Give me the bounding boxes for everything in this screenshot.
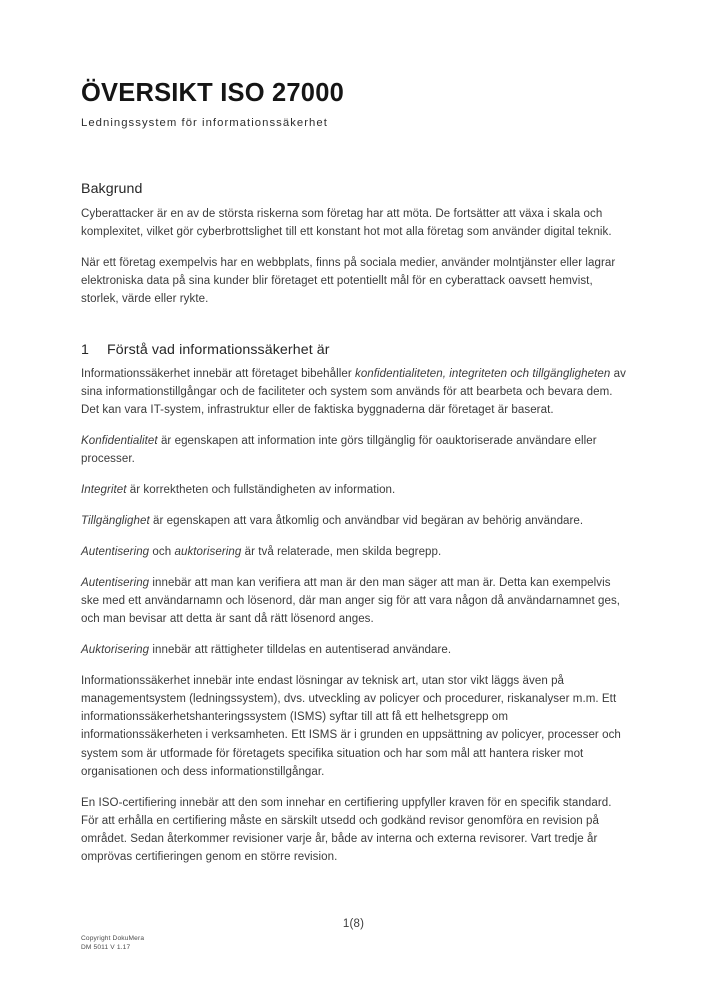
text-run: Informationssäkerhet innebär att företaget bibehåller (81, 367, 355, 380)
paragraph-autentisering-detail (81, 574, 626, 628)
term-konfidentialitet: Konfidentialitet (81, 434, 158, 447)
title-block (81, 0, 626, 129)
spacer (81, 468, 626, 481)
text-run: är två relaterade, men skilda begrepp. (241, 546, 442, 559)
paragraph-bakgrund-2: När ett företag exempelvis har en webbplats, finns på sociala medier, använder molntjänster eller lagrar elektroniska data på sina kunder blir företaget ett potentiellt mål för en cyberattack oavsett hemvist, storlek, värde eller rykte. (81, 256, 616, 305)
page-number: 1(8) (342, 918, 365, 930)
paragraph-tillganglighet (81, 512, 626, 530)
paragraph-iso-certifiering: En ISO-certifiering innebär att den som innehar en certifiering uppfyller kraven för en specifik standard. För att erhålla en certifiering måste en särskilt utsedd och godkänd revisor genomföra en revision på området. Sedan återkommer revisioner varje år, både av interna och externa revisorer. Vart tredje år omprövas certifieringen genom en större revision. (81, 796, 612, 863)
spacer (81, 781, 626, 794)
heading-section-1 (81, 342, 626, 358)
text-run: är korrektheten och fullständigheten av information. (126, 484, 396, 497)
spacer (81, 308, 626, 342)
spacer (81, 197, 626, 205)
term-auktorisering-2: Auktorisering (81, 644, 150, 657)
text-run: är egenskapen att information inte görs tillgänglig för oauktoriserade användare eller processer. (81, 434, 597, 465)
spacer (81, 561, 626, 574)
text-run: innebär att rättigheter tilldelas en autentiserad användare. (149, 644, 452, 657)
paragraph-auktorisering-detail (81, 641, 626, 659)
paragraph-section-1-1 (81, 365, 626, 419)
page-subtitle: Ledningssystem för informationssäkerhet (81, 116, 328, 129)
text-run: av sina informationstillgångar och de faciliteter och system som används för att bearbeta och bevara dem. Det kan vara IT-system, infrastruktur eller de faktiska byggnaderna där företaget är baserat. (81, 367, 626, 416)
term-tillganglighet: Tillgänglighet (81, 515, 150, 528)
term-autentisering: Autentisering (81, 546, 150, 559)
paragraph-autentisering-auktorisering (81, 543, 626, 561)
text-run: och (149, 546, 175, 559)
heading-section-1-label: Förstå vad informationssäkerhet är (107, 341, 330, 358)
spacer (81, 358, 626, 365)
paragraph-bakgrund-1: Cyberattacker är en av de största riskerna som företag har att möta. De fortsätter att växa i skala och komplexitet, vilket gör cyberbrottslighet till ett konstant hot mot alla företag som använder digital teknik. (81, 207, 612, 238)
term-integritet: Integritet (81, 484, 127, 497)
text-run: är egenskapen att vara åtkomlig och användbar vid begäran av behörig användare. (149, 515, 584, 528)
term-autentisering-2: Autentisering (81, 577, 150, 590)
heading-bakgrund: Bakgrund (81, 180, 143, 197)
paragraph-integritet (81, 481, 626, 499)
spacer (81, 419, 626, 432)
footer-copyright: Copyright DokuMera (81, 935, 145, 942)
emphasis-cia-triad: konfidentialiteten, integriteten och tillgängligheten (355, 367, 611, 380)
spacer (81, 530, 626, 543)
footer-doc-code: DM 5011 V 1.17 (81, 944, 131, 952)
term-auktorisering: auktorisering (174, 546, 242, 559)
spacer (81, 241, 626, 254)
text-run: innebär att man kan verifiera att man är den man säger att man är. Detta kan exempelvis ske med ett användarnamn och lösenord, där man anger sig för att vara någon då användarnamnet ges, och man bevisar att detta är sant då rätt lösenord anges. (81, 577, 621, 626)
heading-section-1-number: 1 (81, 341, 89, 358)
paragraph-konfidentialitet (81, 432, 626, 468)
spacer (81, 129, 626, 181)
spacer (81, 659, 626, 672)
footer-metadata (81, 934, 144, 952)
document-content (81, 0, 626, 866)
paragraph-isms: Informationssäkerhet innebär inte endast lösningar av teknisk art, utan stor vikt läggs även på managementsystem (ledningssystem), dvs. utveckling av policyer och procedurer, riskanalyser m.m. Ett informationssäkerhetshanteringssystem (ISMS) syftar till att få ett helhetsgrepp om informationssäkerheten i verksamheten. Ett ISMS är i grunden en uppsättning av policyer, processer och system som är utformade för företagets specifika situation och har som mål att hantera risker mot organisationen och dess informationstillgångar. (81, 675, 621, 778)
spacer (81, 628, 626, 641)
page-title: ÖVERSIKT ISO 27000 (81, 79, 344, 107)
spacer (81, 499, 626, 512)
